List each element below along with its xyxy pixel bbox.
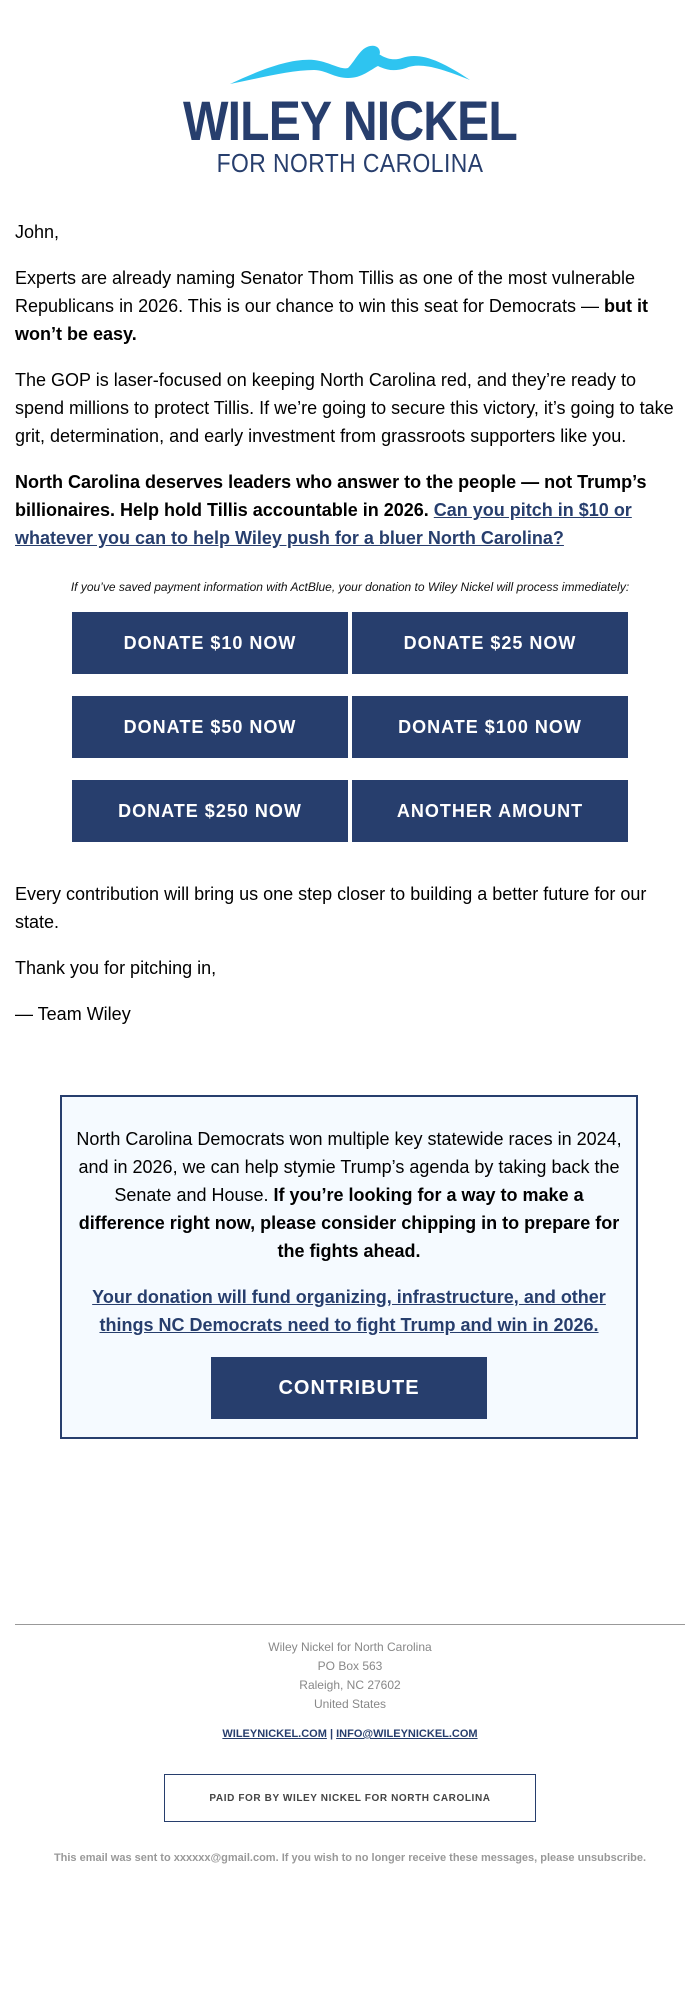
logo-subtitle: FOR NORTH CAROLINA — [216, 148, 484, 178]
unsubscribe-notice[interactable]: This email was sent to xxxxxx@gmail.com. If you wish to no longer receive these messages, please unsubscribe. — [53, 1852, 647, 1864]
thank-you: Thank you for pitching in, — [15, 958, 217, 978]
link-separator: | — [329, 1728, 334, 1740]
campaign-logo — [0, 40, 700, 180]
letter-closing — [15, 880, 685, 1046]
paragraph-1-text: Experts are already naming Senator Thom Tillis as one of the most vulnerable Republicans in 2026. This is our chance to win this seat for Democrats — — [15, 268, 635, 316]
donate-100-button[interactable]: DONATE $100 NOW — [352, 696, 628, 758]
callout-text: North Carolina Democrats won multiple key statewide races in 2024, and in 2026, we can help stymie Trump’s agenda by taking back the Senate and House. — [76, 1129, 622, 1205]
footer-city: Raleigh, NC 27602 — [299, 1678, 401, 1692]
contribute-button[interactable]: CONTRIBUTE — [211, 1357, 487, 1419]
footer-country: United States — [313, 1697, 387, 1711]
actblue-note: If you’ve saved payment information with ActBlue, your donation to Wiley Nickel will process immediately: — [70, 580, 630, 594]
footer-divider — [15, 1624, 685, 1625]
website-link[interactable]: WILEYNICKEL.COM — [222, 1728, 327, 1740]
closing-paragraph: Every contribution will bring us one step closer to building a better future for our state. — [15, 884, 647, 932]
signature: — Team Wiley — [15, 1004, 131, 1024]
paragraph-3-bold: North Carolina deserves leaders who answer to the people — not Trump’s billionaires. Help hold Tillis accountable in 2026. — [15, 472, 647, 520]
paragraph-2: The GOP is laser-focused on keeping North Carolina red, and they’re ready to spend millions to protect Tillis. If we’re going to secure this victory, it’s going to take grit, determination, and early investment from grassroots supporters like you. — [15, 370, 674, 446]
footer-links — [0, 1728, 700, 1740]
paragraph-1-bold: but it won’t be easy. — [15, 296, 648, 344]
greeting: John, — [15, 222, 60, 242]
mountains-icon — [230, 40, 470, 90]
logo-name: WILEY NICKEL — [183, 89, 517, 152]
paragraph-1 — [15, 264, 685, 348]
footer-org: Wiley Nickel for North Carolina — [268, 1640, 432, 1654]
donate-50-button[interactable]: DONATE $50 NOW — [72, 696, 348, 758]
callout-paragraph — [70, 1125, 628, 1265]
donate-25-button[interactable]: DONATE $25 NOW — [352, 612, 628, 674]
callout-box — [60, 1095, 638, 1439]
another-amount-button[interactable]: ANOTHER AMOUNT — [352, 780, 628, 842]
callout-link[interactable]: Your donation will fund organizing, infrastructure, and other things NC Democrats need to fight Trump and win in 2026. — [92, 1287, 606, 1335]
email-link[interactable]: INFO@WILEYNICKEL.COM — [336, 1728, 478, 1740]
pitch-in-link[interactable]: Can you pitch in $10 or whatever you can to help Wiley push for a bluer North Carolina? — [15, 500, 632, 548]
paragraph-3 — [15, 468, 685, 552]
callout-link-paragraph — [70, 1283, 628, 1339]
donate-10-button[interactable]: DONATE $10 NOW — [72, 612, 348, 674]
footer-po-box: PO Box 563 — [317, 1659, 383, 1673]
paid-for-disclaimer: PAID FOR BY WILEY NICKEL FOR NORTH CAROLINA — [164, 1774, 536, 1822]
callout-bold: If you’re looking for a way to make a difference right now, please consider chipping in to prepare for the fights ahead. — [78, 1185, 620, 1261]
donate-250-button[interactable]: DONATE $250 NOW — [72, 780, 348, 842]
letter-body — [15, 218, 685, 570]
footer-address — [0, 1638, 700, 1714]
